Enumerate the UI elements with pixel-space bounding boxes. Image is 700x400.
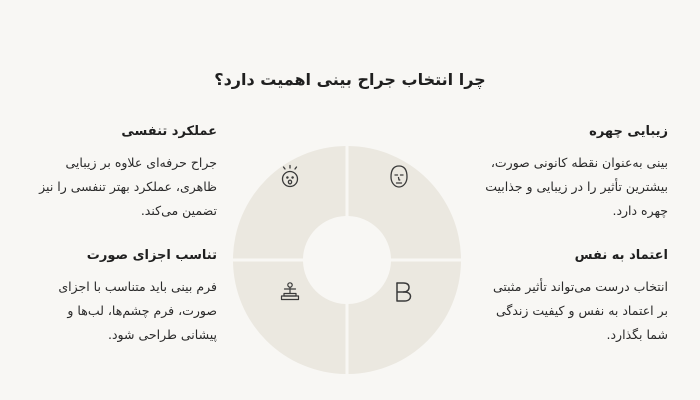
section-beauty — [483, 123, 668, 223]
section-breathing-body: جراح حرفه‌ای علاوه بر زیبایی ظاهری، عملکرد بهتر تنفسی را نیز تضمین می‌کند. — [39, 155, 217, 218]
section-harmony-body: فرم بینی باید متناسب با اجزای صورت، فرم چشم‌ها، لب‌ها و پیشانی طراحی شود. — [58, 279, 217, 342]
section-confidence-body: انتخاب درست می‌تواند تأثیر مثبتی بر اعتماد به نفس و کیفیت زندگی شما بگذارد. — [492, 279, 668, 342]
section-confidence — [483, 247, 668, 347]
section-beauty-body: بینی به‌عنوان نقطه کانونی صورت، بیشترین تأثیر را در زیبایی و جذابیت چهره دارد. — [485, 155, 668, 218]
segment-top-left — [233, 146, 346, 259]
section-harmony — [32, 247, 217, 347]
section-harmony-heading: تناسب اجزای صورت — [86, 248, 217, 263]
section-breathing — [32, 123, 217, 223]
segment-top-right — [349, 146, 462, 259]
section-beauty-heading: زیبایی چهره — [589, 124, 668, 139]
page-title: چرا انتخاب جراح بینی اهمیت دارد؟ — [214, 70, 486, 89]
section-breathing-heading: عملکرد تنفسی — [121, 124, 217, 139]
ring-diagram — [231, 144, 463, 376]
segment-bottom-right — [349, 262, 462, 375]
section-confidence-heading: اعتماد به نفس — [574, 248, 668, 263]
segment-bottom-left — [233, 262, 346, 375]
